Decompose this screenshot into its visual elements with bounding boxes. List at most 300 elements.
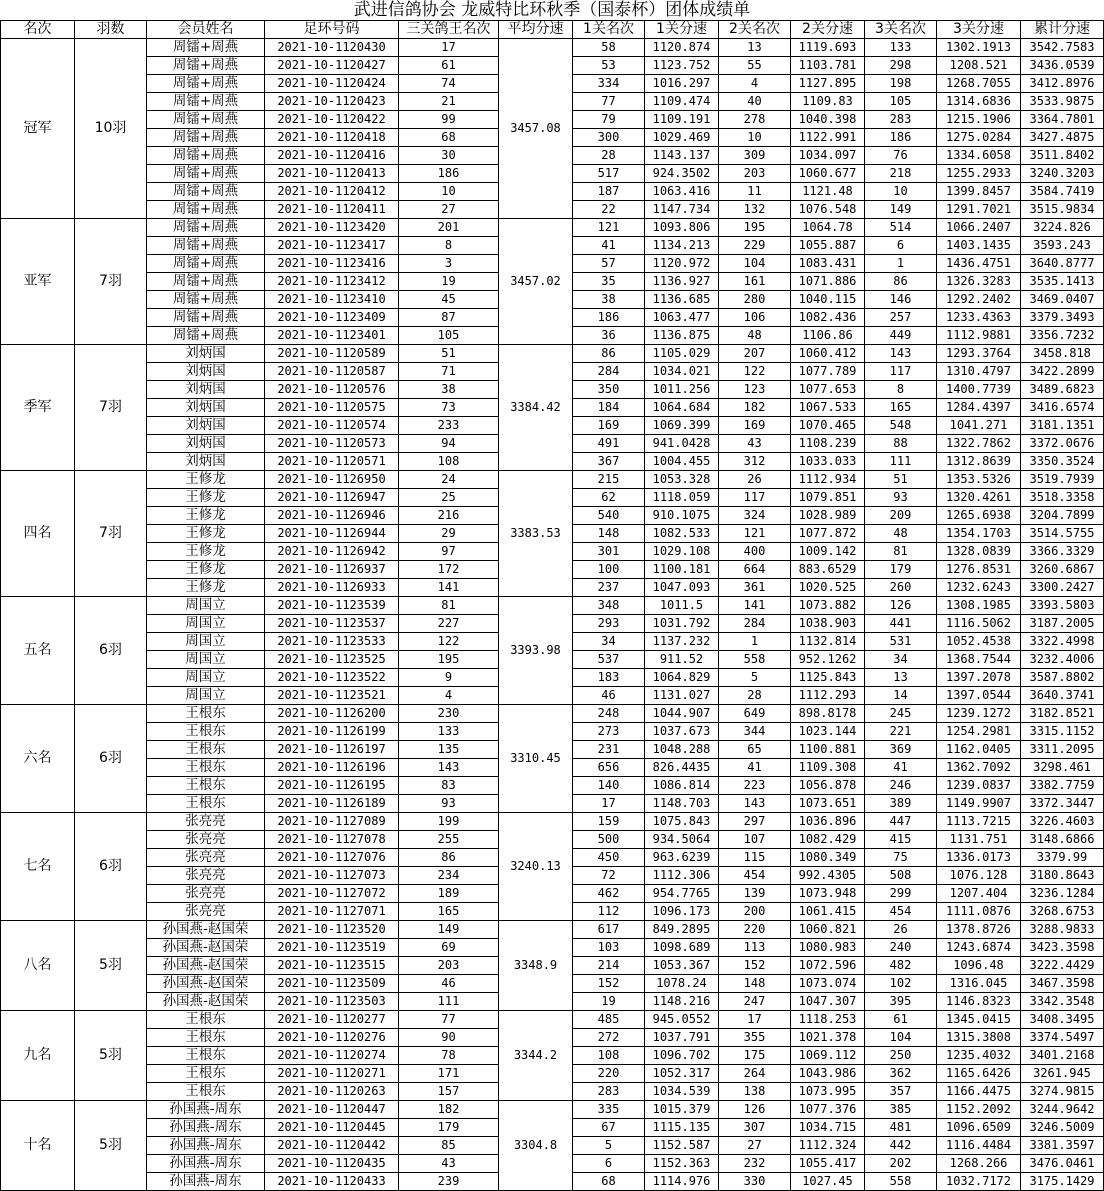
r3-speed-cell: 1052.4538 [937,633,1021,651]
r2-rank-cell: 1 [719,633,791,651]
total-speed-cell: 3587.8802 [1021,669,1104,687]
r2-speed-cell: 1043.986 [791,1065,865,1083]
r1-speed-cell: 1118.059 [645,489,719,507]
king-rank-cell: 111 [399,993,499,1011]
r2-speed-cell: 1021.378 [791,1029,865,1047]
r1-rank-cell: 301 [573,543,645,561]
r3-speed-cell: 1315.3808 [937,1029,1021,1047]
r2-speed-cell: 1109.308 [791,759,865,777]
r2-speed-cell: 898.8178 [791,705,865,723]
r3-rank-cell: 481 [865,1119,937,1137]
r1-rank-cell: 67 [573,1119,645,1137]
r2-rank-cell: 284 [719,615,791,633]
member-name-cell: 孙国燕-周东 [147,1155,265,1173]
count-cell: 7羽 [75,219,147,345]
r3-speed-cell: 1310.4797 [937,363,1021,381]
r1-rank-cell: 540 [573,507,645,525]
r1-rank-cell: 103 [573,939,645,957]
r2-speed-cell: 1112.293 [791,687,865,705]
r3-rank-cell: 186 [865,129,937,147]
avg-speed-cell: 3348.9 [499,921,573,1011]
king-rank-cell: 19 [399,273,499,291]
r2-rank-cell: 13 [719,39,791,57]
ring-number-cell: 2021-10-1120445 [265,1119,399,1137]
ring-number-cell: 2021-10-1126933 [265,579,399,597]
r2-rank-cell: 28 [719,687,791,705]
avg-speed-cell: 3310.45 [499,705,573,813]
r2-rank-cell: 126 [719,1101,791,1119]
table-row [1,813,1104,831]
table-row [1,1011,1104,1029]
r1-speed-cell: 941.0428 [645,435,719,453]
total-speed-cell: 3315.1152 [1021,723,1104,741]
r1-rank-cell: 112 [573,903,645,921]
ring-number-cell: 2021-10-1120274 [265,1047,399,1065]
ring-number-cell: 2021-10-1123525 [265,651,399,669]
total-speed-cell: 3416.6574 [1021,399,1104,417]
rank-cell: 九名 [1,1011,75,1101]
r1-rank-cell: 148 [573,525,645,543]
ring-number-cell: 2021-10-1123503 [265,993,399,1011]
r1-speed-cell: 963.6239 [645,849,719,867]
r2-speed-cell: 1112.324 [791,1137,865,1155]
king-rank-cell: 186 [399,165,499,183]
r1-speed-cell: 1044.907 [645,705,719,723]
member-name-cell: 周国立 [147,651,265,669]
king-rank-cell: 141 [399,579,499,597]
r3-rank-cell: 104 [865,1029,937,1047]
r3-rank-cell: 441 [865,615,937,633]
r3-rank-cell: 246 [865,777,937,795]
results-body [1,39,1104,1191]
king-rank-cell: 195 [399,651,499,669]
header-ring: 足环号码 [265,21,399,39]
r3-rank-cell: 41 [865,759,937,777]
ring-number-cell: 2021-10-1120576 [265,381,399,399]
r2-rank-cell: 117 [719,489,791,507]
member-name-cell: 刘炳国 [147,345,265,363]
r3-rank-cell: 111 [865,453,937,471]
king-rank-cell: 10 [399,183,499,201]
r1-speed-cell: 1148.703 [645,795,719,813]
total-speed-cell: 3175.1429 [1021,1173,1104,1191]
r2-speed-cell: 1071.886 [791,273,865,291]
r2-rank-cell: 297 [719,813,791,831]
r2-rank-cell: 220 [719,921,791,939]
r2-speed-cell: 1040.398 [791,111,865,129]
total-speed-cell: 3393.5803 [1021,597,1104,615]
r3-rank-cell: 76 [865,147,937,165]
r2-speed-cell: 1103.781 [791,57,865,75]
r1-rank-cell: 62 [573,489,645,507]
r1-speed-cell: 1105.029 [645,345,719,363]
r1-rank-cell: 19 [573,993,645,1011]
r2-speed-cell: 1077.789 [791,363,865,381]
header-r2-speed: 2关分速 [791,21,865,39]
total-speed-cell: 3533.9875 [1021,93,1104,111]
ring-number-cell: 2021-10-1126189 [265,795,399,813]
r3-speed-cell: 1032.7172 [937,1173,1021,1191]
r3-rank-cell: 257 [865,309,937,327]
r1-speed-cell: 934.5064 [645,831,719,849]
r2-rank-cell: 324 [719,507,791,525]
r2-speed-cell: 1109.83 [791,93,865,111]
r1-speed-cell: 1152.587 [645,1137,719,1155]
r1-speed-cell: 1011.256 [645,381,719,399]
r1-speed-cell: 910.1075 [645,507,719,525]
r2-rank-cell: 152 [719,957,791,975]
ring-number-cell: 2021-10-1120423 [265,93,399,111]
total-speed-cell: 3381.3597 [1021,1137,1104,1155]
total-speed-cell: 3322.4998 [1021,633,1104,651]
ring-number-cell: 2021-10-1123416 [265,255,399,273]
member-name-cell: 孙国燕-赵国荣 [147,957,265,975]
header-r1-speed: 1关分速 [645,21,719,39]
king-rank-cell: 27 [399,201,499,219]
r2-rank-cell: 344 [719,723,791,741]
r1-speed-cell: 1052.317 [645,1065,719,1083]
king-rank-cell: 94 [399,435,499,453]
r2-speed-cell: 1121.48 [791,183,865,201]
r3-speed-cell: 1112.9881 [937,327,1021,345]
member-name-cell: 周国立 [147,687,265,705]
r3-rank-cell: 202 [865,1155,937,1173]
r2-speed-cell: 883.6529 [791,561,865,579]
r3-rank-cell: 447 [865,813,937,831]
r3-rank-cell: 143 [865,345,937,363]
r2-rank-cell: 11 [719,183,791,201]
r3-rank-cell: 389 [865,795,937,813]
r2-speed-cell: 1038.903 [791,615,865,633]
r2-rank-cell: 41 [719,759,791,777]
member-name-cell: 张亮亮 [147,813,265,831]
avg-speed-cell: 3304.8 [499,1101,573,1191]
r3-rank-cell: 415 [865,831,937,849]
r3-rank-cell: 179 [865,561,937,579]
ring-number-cell: 2021-10-1120418 [265,129,399,147]
rank-cell: 六名 [1,705,75,813]
ring-number-cell: 2021-10-1123409 [265,309,399,327]
ring-number-cell: 2021-10-1120433 [265,1173,399,1191]
r3-rank-cell: 117 [865,363,937,381]
r1-rank-cell: 183 [573,669,645,687]
r3-speed-cell: 1116.5062 [937,615,1021,633]
r3-rank-cell: 240 [865,939,937,957]
r3-speed-cell: 1328.0839 [937,543,1021,561]
king-rank-cell: 78 [399,1047,499,1065]
r1-rank-cell: 28 [573,147,645,165]
r3-rank-cell: 8 [865,381,937,399]
r3-speed-cell: 1345.0415 [937,1011,1021,1029]
count-cell: 7羽 [75,471,147,597]
r2-speed-cell: 1073.882 [791,597,865,615]
r2-speed-cell: 1125.843 [791,669,865,687]
total-speed-cell: 3515.9834 [1021,201,1104,219]
r3-rank-cell: 482 [865,957,937,975]
r2-speed-cell: 1079.851 [791,489,865,507]
ring-number-cell: 2021-10-1123519 [265,939,399,957]
r3-speed-cell: 1254.2981 [937,723,1021,741]
ring-number-cell: 2021-10-1123417 [265,237,399,255]
r1-speed-cell: 849.2895 [645,921,719,939]
r2-speed-cell: 1027.45 [791,1173,865,1191]
r3-speed-cell: 1336.0173 [937,849,1021,867]
member-name-cell: 孙国燕-周东 [147,1173,265,1191]
king-rank-cell: 61 [399,57,499,75]
ring-number-cell: 2021-10-1120442 [265,1137,399,1155]
r1-speed-cell: 1120.972 [645,255,719,273]
member-name-cell: 刘炳国 [147,417,265,435]
r3-speed-cell: 1397.0544 [937,687,1021,705]
ring-number-cell: 2021-10-1126195 [265,777,399,795]
r3-rank-cell: 6 [865,237,937,255]
r1-rank-cell: 272 [573,1029,645,1047]
r2-rank-cell: 143 [719,795,791,813]
r3-rank-cell: 198 [865,75,937,93]
king-rank-cell: 4 [399,687,499,705]
total-speed-cell: 3300.2427 [1021,579,1104,597]
r3-rank-cell: 126 [865,597,937,615]
ring-number-cell: 2021-10-1123537 [265,615,399,633]
r3-speed-cell: 1403.1435 [937,237,1021,255]
king-rank-cell: 230 [399,705,499,723]
r3-speed-cell: 1400.7739 [937,381,1021,399]
total-speed-cell: 3458.818 [1021,345,1104,363]
ring-number-cell: 2021-10-1120271 [265,1065,399,1083]
r1-rank-cell: 187 [573,183,645,201]
r3-speed-cell: 1399.8457 [937,183,1021,201]
r1-rank-cell: 485 [573,1011,645,1029]
r1-rank-cell: 169 [573,417,645,435]
r2-speed-cell: 1108.239 [791,435,865,453]
total-speed-cell: 3535.1413 [1021,273,1104,291]
r2-rank-cell: 278 [719,111,791,129]
r1-speed-cell: 1064.829 [645,669,719,687]
r3-speed-cell: 1378.8726 [937,921,1021,939]
king-rank-cell: 24 [399,471,499,489]
r2-rank-cell: 664 [719,561,791,579]
r2-speed-cell: 1023.144 [791,723,865,741]
r3-speed-cell: 1149.9907 [937,795,1021,813]
r3-speed-cell: 1291.7021 [937,201,1021,219]
r1-speed-cell: 1082.533 [645,525,719,543]
r1-rank-cell: 46 [573,687,645,705]
king-rank-cell: 9 [399,669,499,687]
r3-speed-cell: 1111.0876 [937,903,1021,921]
r2-speed-cell: 1040.115 [791,291,865,309]
header-king-rank: 三关鸽王名次 [399,21,499,39]
r1-rank-cell: 491 [573,435,645,453]
header-rank: 名次 [1,21,75,39]
r2-rank-cell: 104 [719,255,791,273]
member-name-cell: 孙国燕-周东 [147,1119,265,1137]
total-speed-cell: 3342.3548 [1021,993,1104,1011]
r1-rank-cell: 17 [573,795,645,813]
king-rank-cell: 203 [399,957,499,975]
member-name-cell: 张亮亮 [147,867,265,885]
r1-speed-cell: 1086.814 [645,777,719,795]
r1-rank-cell: 57 [573,255,645,273]
ring-number-cell: 2021-10-1123533 [265,633,399,651]
r3-speed-cell: 1116.4484 [937,1137,1021,1155]
r3-rank-cell: 81 [865,543,937,561]
king-rank-cell: 201 [399,219,499,237]
r1-speed-cell: 1053.328 [645,471,719,489]
r1-speed-cell: 1031.792 [645,615,719,633]
r2-rank-cell: 232 [719,1155,791,1173]
total-speed-cell: 3469.0407 [1021,291,1104,309]
r1-rank-cell: 300 [573,129,645,147]
king-rank-cell: 216 [399,507,499,525]
r3-rank-cell: 245 [865,705,937,723]
r1-rank-cell: 214 [573,957,645,975]
r2-speed-cell: 1028.989 [791,507,865,525]
rank-cell: 八名 [1,921,75,1011]
king-rank-cell: 179 [399,1119,499,1137]
r3-speed-cell: 1096.48 [937,957,1021,975]
r1-speed-cell: 1029.108 [645,543,719,561]
r1-rank-cell: 77 [573,93,645,111]
r1-speed-cell: 1093.806 [645,219,719,237]
king-rank-cell: 157 [399,1083,499,1101]
r3-rank-cell: 149 [865,201,937,219]
ring-number-cell: 2021-10-1126937 [265,561,399,579]
r1-speed-cell: 1048.288 [645,741,719,759]
r2-rank-cell: 17 [719,1011,791,1029]
r1-speed-cell: 1015.379 [645,1101,719,1119]
table-row [1,219,1104,237]
member-name-cell: 刘炳国 [147,399,265,417]
r2-speed-cell: 1073.651 [791,795,865,813]
r1-rank-cell: 334 [573,75,645,93]
avg-speed-cell: 3240.13 [499,813,573,921]
table-row [1,345,1104,363]
r2-rank-cell: 65 [719,741,791,759]
member-name-cell: 周镭+周燕 [147,93,265,111]
sheet-title: 武进信鸽协会 龙威特比环秋季（国泰杯）团体成绩单 [353,0,751,20]
king-rank-cell: 21 [399,93,499,111]
r3-rank-cell: 51 [865,471,937,489]
r1-rank-cell: 215 [573,471,645,489]
total-speed-cell: 3372.0676 [1021,435,1104,453]
r3-speed-cell: 1268.266 [937,1155,1021,1173]
r2-rank-cell: 175 [719,1047,791,1065]
r2-speed-cell: 1033.033 [791,453,865,471]
r3-rank-cell: 86 [865,273,937,291]
r3-rank-cell: 558 [865,1173,937,1191]
member-name-cell: 孙国燕-赵国荣 [147,993,265,1011]
king-rank-cell: 46 [399,975,499,993]
r1-rank-cell: 231 [573,741,645,759]
total-speed-cell: 3181.1351 [1021,417,1104,435]
r2-rank-cell: 355 [719,1029,791,1047]
header-r1-rank: 1关名次 [573,21,645,39]
total-speed-cell: 3148.6866 [1021,831,1104,849]
king-rank-cell: 74 [399,75,499,93]
ring-number-cell: 2021-10-1123522 [265,669,399,687]
king-rank-cell: 189 [399,885,499,903]
member-name-cell: 王修龙 [147,471,265,489]
r1-rank-cell: 284 [573,363,645,381]
r1-rank-cell: 86 [573,345,645,363]
r1-speed-cell: 1100.181 [645,561,719,579]
r3-rank-cell: 283 [865,111,937,129]
total-speed-cell: 3261.945 [1021,1065,1104,1083]
r2-speed-cell: 1073.995 [791,1083,865,1101]
member-name-cell: 孙国燕-周东 [147,1101,265,1119]
header-r3-rank: 3关名次 [865,21,937,39]
r3-rank-cell: 299 [865,885,937,903]
total-speed-cell: 3350.3524 [1021,453,1104,471]
count-cell: 6羽 [75,705,147,813]
r2-rank-cell: 27 [719,1137,791,1155]
member-name-cell: 王修龙 [147,507,265,525]
r2-speed-cell: 1077.376 [791,1101,865,1119]
total-speed-cell: 3311.2095 [1021,741,1104,759]
r2-rank-cell: 203 [719,165,791,183]
r3-speed-cell: 1292.2402 [937,291,1021,309]
ring-number-cell: 2021-10-1127076 [265,849,399,867]
ring-number-cell: 2021-10-1123420 [265,219,399,237]
ring-number-cell: 2021-10-1123520 [265,921,399,939]
r3-speed-cell: 1362.7092 [937,759,1021,777]
r1-speed-cell: 1011.5 [645,597,719,615]
r2-speed-cell: 1080.349 [791,849,865,867]
member-name-cell: 周镭+周燕 [147,291,265,309]
r3-rank-cell: 26 [865,921,937,939]
total-speed-cell: 3467.3598 [1021,975,1104,993]
total-speed-cell: 3260.6867 [1021,561,1104,579]
ring-number-cell: 2021-10-1120411 [265,201,399,219]
member-name-cell: 孙国燕-赵国荣 [147,975,265,993]
king-rank-cell: 17 [399,39,499,57]
member-name-cell: 周镭+周燕 [147,255,265,273]
total-speed-cell: 3187.2005 [1021,615,1104,633]
r1-rank-cell: 367 [573,453,645,471]
r2-speed-cell: 992.4305 [791,867,865,885]
r1-rank-cell: 500 [573,831,645,849]
member-name-cell: 周国立 [147,597,265,615]
total-speed-cell: 3584.7419 [1021,183,1104,201]
r3-speed-cell: 1312.8639 [937,453,1021,471]
r2-speed-cell: 1072.596 [791,957,865,975]
r1-speed-cell: 1053.367 [645,957,719,975]
member-name-cell: 周国立 [147,615,265,633]
r2-rank-cell: 312 [719,453,791,471]
ring-number-cell: 2021-10-1120447 [265,1101,399,1119]
r3-speed-cell: 1233.4363 [937,309,1021,327]
header-r2-rank: 2关名次 [719,21,791,39]
r1-rank-cell: 34 [573,633,645,651]
count-cell: 6羽 [75,813,147,921]
r2-rank-cell: 138 [719,1083,791,1101]
ring-number-cell: 2021-10-1126950 [265,471,399,489]
king-rank-cell: 172 [399,561,499,579]
r3-speed-cell: 1131.751 [937,831,1021,849]
member-name-cell: 刘炳国 [147,435,265,453]
total-speed-cell: 3182.8521 [1021,705,1104,723]
r1-rank-cell: 273 [573,723,645,741]
count-cell: 5羽 [75,1101,147,1191]
r1-speed-cell: 911.52 [645,651,719,669]
r1-rank-cell: 36 [573,327,645,345]
ring-number-cell: 2021-10-1127071 [265,903,399,921]
member-name-cell: 周镭+周燕 [147,111,265,129]
r2-rank-cell: 182 [719,399,791,417]
r1-speed-cell: 1112.306 [645,867,719,885]
r2-rank-cell: 106 [719,309,791,327]
r1-speed-cell: 954.7765 [645,885,719,903]
